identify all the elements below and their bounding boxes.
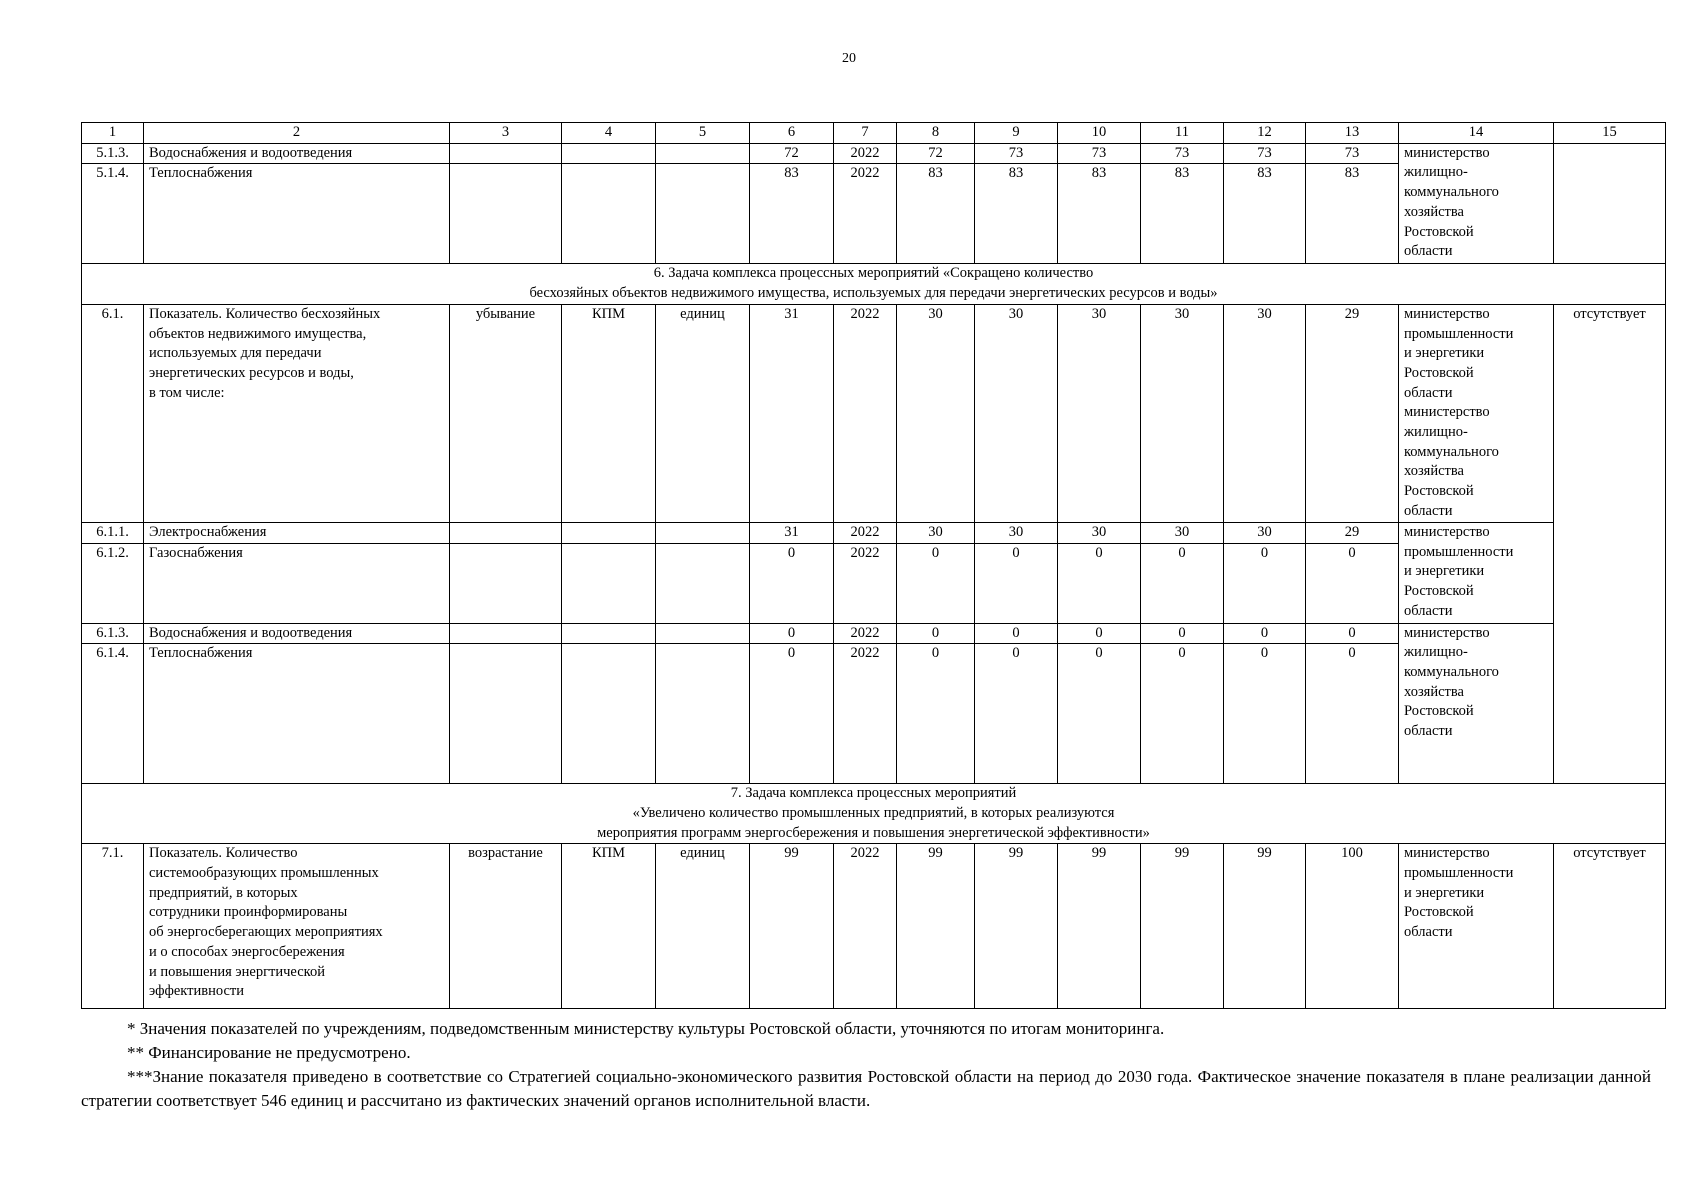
year-cell: 2022 bbox=[834, 543, 897, 623]
year-cell: 2022 bbox=[834, 844, 897, 1009]
header-cell: 14 bbox=[1399, 123, 1554, 144]
value-cell: 0 bbox=[975, 644, 1058, 784]
value-cell: 73 bbox=[1306, 143, 1399, 164]
value-cell: 29 bbox=[1306, 304, 1399, 522]
footnote: ***Знание показателя приведено в соответствие со Стратегией социально-экономического развития Ростовской области на период до 2030 года. Фактическое значение показателя в плане реализации данной стратегии соответствует 546 единиц и рассчитано из фактических значений органов исполнительной власти. bbox=[81, 1067, 1651, 1110]
row-number: 6.1.4. bbox=[82, 644, 144, 784]
type-cell: КПМ bbox=[562, 844, 656, 1009]
link-cell: отсутствует bbox=[1554, 304, 1666, 783]
value-cell: 83 bbox=[1058, 164, 1141, 264]
year-cell: 2022 bbox=[834, 522, 897, 543]
value-cell: 0 bbox=[1058, 644, 1141, 784]
value-cell: 73 bbox=[975, 143, 1058, 164]
value-cell: 29 bbox=[1306, 522, 1399, 543]
row-number: 7.1. bbox=[82, 844, 144, 1009]
value-cell: 0 bbox=[750, 644, 834, 784]
value-cell: 0 bbox=[750, 543, 834, 623]
empty-cell bbox=[562, 522, 656, 543]
value-cell: 0 bbox=[1141, 623, 1224, 644]
empty-cell bbox=[562, 143, 656, 164]
value-cell: 83 bbox=[750, 164, 834, 264]
responsible-cell: министерство жилищно- коммунального хозяйства Ростовской области bbox=[1399, 623, 1554, 784]
table-row bbox=[82, 844, 1666, 1009]
value-cell: 0 bbox=[1058, 543, 1141, 623]
row-number: 6.1.2. bbox=[82, 543, 144, 623]
value-cell: 30 bbox=[1141, 304, 1224, 522]
indicator-name: Теплоснабжения bbox=[144, 644, 450, 784]
empty-cell bbox=[450, 143, 562, 164]
row-number: 5.1.4. bbox=[82, 164, 144, 264]
link-cell: отсутствует bbox=[1554, 844, 1666, 1009]
value-cell: 0 bbox=[1224, 543, 1306, 623]
value-cell: 30 bbox=[1224, 304, 1306, 522]
year-cell: 2022 bbox=[834, 623, 897, 644]
header-cell: 5 bbox=[656, 123, 750, 144]
value-cell: 0 bbox=[975, 543, 1058, 623]
header-cell: 12 bbox=[1224, 123, 1306, 144]
value-cell: 0 bbox=[897, 623, 975, 644]
indicator-name: Электроснабжения bbox=[144, 522, 450, 543]
unit-cell: единиц bbox=[656, 304, 750, 522]
value-cell: 0 bbox=[750, 623, 834, 644]
empty-cell bbox=[450, 644, 562, 784]
value-cell: 0 bbox=[1141, 644, 1224, 784]
value-cell: 83 bbox=[1306, 164, 1399, 264]
indicator-name: Водоснабжения и водоотведения bbox=[144, 143, 450, 164]
section-title: 6. Задача комплекса процессных мероприятий «Сокращено количество бесхозяйных объектов недвижимого имущества, используемых для передачи энергетических ресурсов и воды» bbox=[82, 264, 1666, 304]
empty-cell bbox=[562, 623, 656, 644]
empty-cell bbox=[562, 644, 656, 784]
value-cell: 73 bbox=[1224, 143, 1306, 164]
value-cell: 0 bbox=[897, 543, 975, 623]
empty-cell bbox=[656, 623, 750, 644]
indicator-name: Теплоснабжения bbox=[144, 164, 450, 264]
row-number: 6.1.3. bbox=[82, 623, 144, 644]
header-cell: 4 bbox=[562, 123, 656, 144]
value-cell: 99 bbox=[897, 844, 975, 1009]
value-cell: 73 bbox=[1058, 143, 1141, 164]
header-cell: 11 bbox=[1141, 123, 1224, 144]
value-cell: 83 bbox=[897, 164, 975, 264]
value-cell: 30 bbox=[1058, 304, 1141, 522]
value-cell: 73 bbox=[1141, 143, 1224, 164]
page-number: 20 bbox=[842, 51, 856, 66]
row-number: 5.1.3. bbox=[82, 143, 144, 164]
value-cell: 0 bbox=[1306, 623, 1399, 644]
value-cell: 72 bbox=[897, 143, 975, 164]
value-cell: 31 bbox=[750, 304, 834, 522]
footnote: ** Финансирование не предусмотрено. bbox=[127, 1043, 411, 1062]
year-cell: 2022 bbox=[834, 164, 897, 264]
row-number: 6.1. bbox=[82, 304, 144, 522]
section-title: 7. Задача комплекса процессных мероприятий «Увеличено количество промышленных предприятий, в которых реализуются мероприятия программ энергосбережения и повышения энергетической эффективности» bbox=[82, 784, 1666, 844]
header-cell: 2 bbox=[144, 123, 450, 144]
indicator-name: Показатель. Количество бесхозяйных объектов недвижимого имущества, используемых для передачи энергетических ресурсов и воды, в том числе: bbox=[144, 304, 450, 522]
responsible-cell: министерство промышленности и энергетики Ростовской области министерство жилищно- коммунального хозяйства Ростовской области bbox=[1399, 304, 1554, 522]
indicator-name: Газоснабжения bbox=[144, 543, 450, 623]
type-cell: КПМ bbox=[562, 304, 656, 522]
empty-cell bbox=[562, 164, 656, 264]
value-cell: 83 bbox=[1141, 164, 1224, 264]
table-row bbox=[82, 143, 1666, 164]
footnote: * Значения показателей по учреждениям, подведомственным министерству культуры Ростовской области, уточняются по итогам мониторинга. bbox=[127, 1019, 1165, 1038]
value-cell: 99 bbox=[750, 844, 834, 1009]
value-cell: 31 bbox=[750, 522, 834, 543]
value-cell: 30 bbox=[1058, 522, 1141, 543]
value-cell: 0 bbox=[1058, 623, 1141, 644]
header-cell: 7 bbox=[834, 123, 897, 144]
empty-cell bbox=[450, 623, 562, 644]
indicator-name: Показатель. Количество системообразующих промышленных предприятий, в которых сотрудники проинформированы об энергосберегающих мероприятиях и о способах энергосбережения и повышения энергтической эффективности bbox=[144, 844, 450, 1009]
empty-cell bbox=[450, 522, 562, 543]
table-row bbox=[82, 522, 1666, 543]
value-cell: 83 bbox=[975, 164, 1058, 264]
value-cell: 0 bbox=[1306, 644, 1399, 784]
trend-cell: возрастание bbox=[450, 844, 562, 1009]
header-cell: 9 bbox=[975, 123, 1058, 144]
value-cell: 30 bbox=[1141, 522, 1224, 543]
value-cell: 72 bbox=[750, 143, 834, 164]
header-cell: 10 bbox=[1058, 123, 1141, 144]
responsible-cell: министерство промышленности и энергетики Ростовской области bbox=[1399, 844, 1554, 1009]
year-cell: 2022 bbox=[834, 143, 897, 164]
value-cell: 0 bbox=[1306, 543, 1399, 623]
value-cell: 30 bbox=[975, 304, 1058, 522]
header-cell: 13 bbox=[1306, 123, 1399, 144]
header-cell: 1 bbox=[82, 123, 144, 144]
empty-cell bbox=[656, 644, 750, 784]
table-row bbox=[82, 304, 1666, 522]
value-cell: 99 bbox=[1141, 844, 1224, 1009]
section-row bbox=[82, 264, 1666, 304]
value-cell: 99 bbox=[975, 844, 1058, 1009]
value-cell: 99 bbox=[1058, 844, 1141, 1009]
footnotes bbox=[81, 1017, 1651, 1113]
value-cell: 0 bbox=[975, 623, 1058, 644]
value-cell: 83 bbox=[1224, 164, 1306, 264]
table-row bbox=[82, 623, 1666, 644]
value-cell: 0 bbox=[1141, 543, 1224, 623]
responsible-cell: министерство жилищно- коммунального хозяйства Ростовской области bbox=[1399, 143, 1554, 264]
value-cell: 0 bbox=[897, 644, 975, 784]
empty-cell bbox=[656, 543, 750, 623]
empty-cell bbox=[1554, 143, 1666, 264]
section-row bbox=[82, 784, 1666, 844]
header-cell: 15 bbox=[1554, 123, 1666, 144]
trend-cell: убывание bbox=[450, 304, 562, 522]
indicator-name: Водоснабжения и водоотведения bbox=[144, 623, 450, 644]
value-cell: 0 bbox=[1224, 623, 1306, 644]
empty-cell bbox=[450, 164, 562, 264]
empty-cell bbox=[656, 164, 750, 264]
header-cell: 3 bbox=[450, 123, 562, 144]
year-cell: 2022 bbox=[834, 304, 897, 522]
empty-cell bbox=[656, 143, 750, 164]
value-cell: 30 bbox=[897, 304, 975, 522]
value-cell: 30 bbox=[897, 522, 975, 543]
value-cell: 99 bbox=[1224, 844, 1306, 1009]
empty-cell bbox=[450, 543, 562, 623]
indicators-table bbox=[81, 122, 1666, 1009]
header-cell: 6 bbox=[750, 123, 834, 144]
value-cell: 30 bbox=[975, 522, 1058, 543]
year-cell: 2022 bbox=[834, 644, 897, 784]
empty-cell bbox=[562, 543, 656, 623]
unit-cell: единиц bbox=[656, 844, 750, 1009]
value-cell: 30 bbox=[1224, 522, 1306, 543]
table-header-row bbox=[82, 123, 1666, 144]
row-number: 6.1.1. bbox=[82, 522, 144, 543]
value-cell: 0 bbox=[1224, 644, 1306, 784]
empty-cell bbox=[656, 522, 750, 543]
responsible-cell: министерство промышленности и энергетики Ростовской области bbox=[1399, 522, 1554, 623]
header-cell: 8 bbox=[897, 123, 975, 144]
value-cell: 100 bbox=[1306, 844, 1399, 1009]
